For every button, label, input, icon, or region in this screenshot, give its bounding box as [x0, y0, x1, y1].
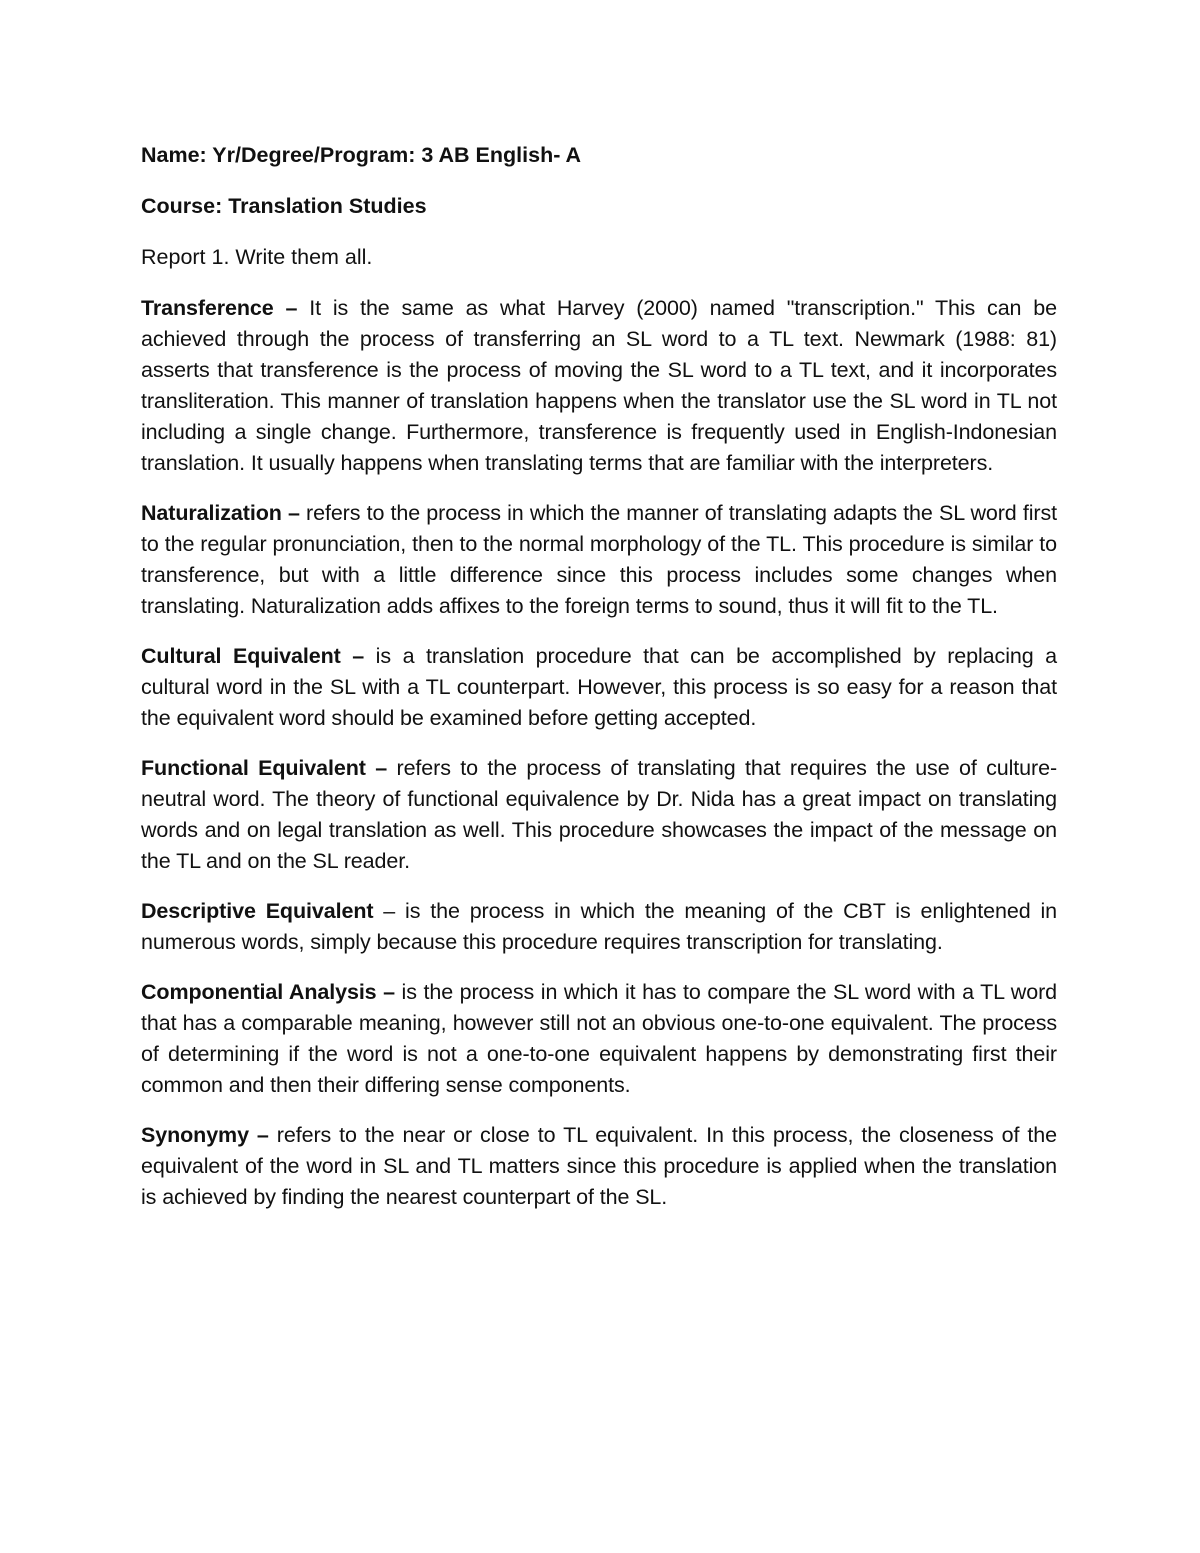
entry-text: is a translation procedure that can be accomplished by replacing a cultural word in the SL with a TL counterpart. However, this process is so easy for a reason that the equivalent word should be examined before getting accepted.	[141, 644, 1057, 730]
entry-text: refers to the near or close to TL equivalent. In this process, the closeness of the equivalent of the word in SL and TL matters since this procedure is applied when the translation is achieved by finding the nearest counterpart of the SL.	[141, 1123, 1057, 1209]
entry-term: Synonymy –	[141, 1123, 269, 1147]
entry-text: – is the process in which the meaning of the CBT is enlightened in numerous words, simply because this procedure requires transcription for translating.	[141, 899, 1057, 954]
entry-text: refers to the process of translating that requires the use of culture-neutral word. The theory of functional equivalence by Dr. Nida has a great impact on translating words and on legal translation as well. This procedure showcases the impact of the message on the TL and on the SL reader.	[141, 756, 1057, 873]
name-line: Name: Yr/Degree/Program: 3 AB English- A	[141, 143, 582, 167]
entry-text: refers to the process in which the manner of translating adapts the SL word first to the regular pronunciation, then to the normal morphology of the TL. This procedure is similar to transference, but with a little difference since this process includes some changes when translating. Naturalization adds affixes to the foreign terms to sound, thus it will fit to the TL.	[141, 501, 1057, 618]
entry-term: Functional Equivalent –	[141, 756, 388, 780]
entry-term: Naturalization –	[141, 501, 300, 525]
entry-cultural-equivalent	[141, 641, 1057, 734]
entry-term: Transference –	[141, 296, 298, 320]
entry-naturalization	[141, 498, 1057, 622]
report-line: Report 1. Write them all.	[141, 245, 373, 269]
entry-term: Cultural Equivalent –	[141, 644, 365, 668]
entry-functional-equivalent	[141, 753, 1057, 877]
entry-synonymy	[141, 1120, 1057, 1213]
course-line: Course: Translation Studies	[141, 194, 427, 218]
document-page	[141, 140, 1057, 1232]
entry-text: is the process in which it has to compare the SL word with a TL word that has a comparable meaning, however still not an obvious one-to-one equivalent. The process of determining if the word is not a one-to-one equivalent happens by demonstrating first their common and then their differing sense components.	[141, 980, 1057, 1097]
entry-descriptive-equivalent	[141, 896, 1057, 958]
entry-term: Descriptive Equivalent	[141, 899, 374, 923]
entry-text: It is the same as what Harvey (2000) named "transcription." This can be achieved through the process of transferring an SL word to a TL text. Newmark (1988: 81) asserts that transference is the process of moving the SL word to a TL text, and it incorporates transliteration. This manner of translation happens when the translator use the SL word in TL not including a single change. Furthermore, transference is frequently used in English-Indonesian translation. It usually happens when translating terms that are familiar with the interpreters.	[141, 296, 1057, 475]
entry-componential-analysis	[141, 977, 1057, 1101]
entry-transference	[141, 293, 1057, 479]
entry-term: Componential Analysis –	[141, 980, 395, 1004]
